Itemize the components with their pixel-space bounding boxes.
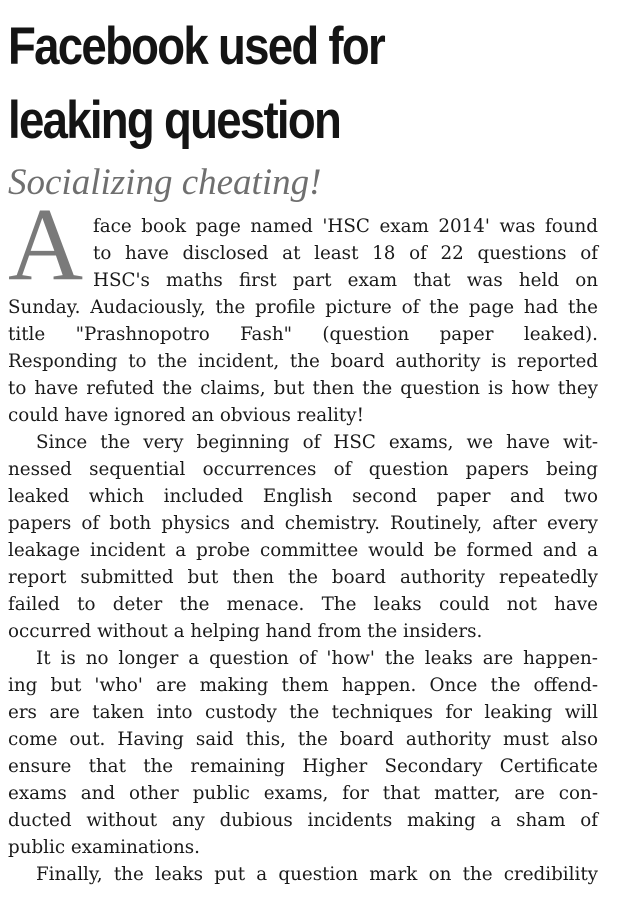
body-line: nessed sequential occurrences of question papers being bbox=[8, 459, 598, 480]
body-line: ducted without any dubious incidents making a sham of bbox=[8, 810, 598, 831]
body-line: leaked which included English second paper and two bbox=[8, 486, 598, 507]
body-line: ensure that the remaining Higher Secondary Certificate bbox=[8, 756, 598, 777]
body-line: Responding to the incident, the board authority is reported bbox=[8, 351, 598, 372]
article-body bbox=[8, 213, 598, 888]
body-line: to have refuted the claims, but then the question is how they bbox=[8, 378, 598, 399]
body-line: could have ignored an obvious reality! bbox=[8, 405, 364, 426]
body-line: face book page named 'HSC exam 2014' was found bbox=[93, 216, 598, 237]
body-line: ing but 'who' are making them happen. Once the offend- bbox=[8, 675, 598, 696]
body-line: come out. Having said this, the board authority must also bbox=[8, 729, 598, 750]
body-line: Sunday. Audaciously, the profile picture of the page had the bbox=[8, 297, 598, 318]
body-line: exams and other public exams, for that matter, are con- bbox=[8, 783, 598, 804]
body-line: public examinations. bbox=[8, 837, 200, 858]
body-line: occurred without a helping hand from the insiders. bbox=[8, 621, 483, 642]
body-line: title "Prashnopotro Fash" (question paper leaked). bbox=[8, 324, 598, 345]
headline: Facebook used for leaking question bbox=[8, 17, 384, 150]
body-line: Finally, the leaks put a question mark on the credibility bbox=[36, 864, 598, 885]
drop-cap: A bbox=[8, 187, 84, 302]
body-line: Since the very beginning of HSC exams, we have wit- bbox=[36, 432, 598, 453]
body-line: papers of both physics and chemistry. Routinely, after every bbox=[8, 513, 598, 534]
body-line: report submitted but then the board authority repeatedly bbox=[8, 567, 598, 588]
kicker: Socializing cheating! bbox=[8, 162, 322, 203]
body-line: failed to deter the menace. The leaks could not have bbox=[8, 594, 598, 615]
body-line: HSC's maths first part exam that was held on bbox=[93, 270, 598, 291]
body-line: to have disclosed at least 18 of 22 questions of bbox=[93, 243, 598, 264]
body-line: It is no longer a question of 'how' the leaks are happen- bbox=[36, 648, 598, 669]
body-line: ers are taken into custody the techniques for leaking will bbox=[8, 702, 598, 723]
body-line: leakage incident a probe committee would be formed and a bbox=[8, 540, 598, 561]
